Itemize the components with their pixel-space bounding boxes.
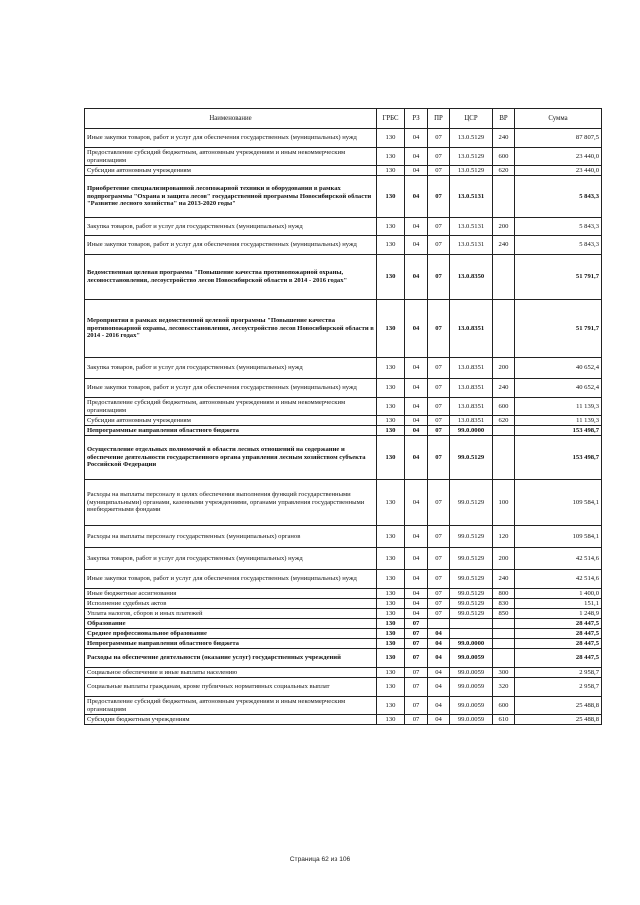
table-row <box>85 176 602 218</box>
cell-rz: 04 <box>405 570 428 589</box>
cell-name: Ведомственная целевая программа "Повышение качества противопожарной охраны, лесовосстановления, лесоустройство лесов Новосибирской области в 2014 - 2016 годах" <box>85 255 377 300</box>
cell-pr: 04 <box>428 649 450 668</box>
cell-name: Исполнение судебных актов <box>85 599 377 609</box>
cell-vr <box>493 300 515 358</box>
cell-sum: 28 447,5 <box>515 649 602 668</box>
cell-csr: 13.0.8351 <box>450 300 493 358</box>
cell-csr: 13.0.8351 <box>450 358 493 379</box>
cell-grbs: 130 <box>377 379 405 398</box>
cell-vr <box>493 426 515 436</box>
cell-pr: 07 <box>428 300 450 358</box>
header-vr: ВР <box>493 109 515 129</box>
cell-pr: 07 <box>428 379 450 398</box>
cell-csr: 99.0.5129 <box>450 570 493 589</box>
cell-pr: 07 <box>428 236 450 255</box>
table-row <box>85 398 602 416</box>
cell-csr: 13.0.8350 <box>450 255 493 300</box>
cell-rz: 04 <box>405 176 428 218</box>
cell-csr: 13.0.5131 <box>450 218 493 236</box>
cell-pr: 07 <box>428 255 450 300</box>
cell-csr: 99.0.5129 <box>450 599 493 609</box>
cell-name: Иные бюджетные ассигнования <box>85 589 377 599</box>
cell-name: Непрограммные направления областного бюджета <box>85 426 377 436</box>
cell-pr: 07 <box>428 148 450 166</box>
cell-vr: 200 <box>493 548 515 570</box>
cell-csr: 13.0.5131 <box>450 236 493 255</box>
cell-grbs: 130 <box>377 619 405 629</box>
table-row <box>85 255 602 300</box>
cell-name: Субсидии автономным учреждениям <box>85 416 377 426</box>
cell-vr <box>493 436 515 480</box>
cell-name: Расходы на выплаты персоналу государственных (муниципальных) органов <box>85 526 377 548</box>
cell-grbs: 130 <box>377 416 405 426</box>
cell-csr: 13.0.5129 <box>450 166 493 176</box>
table-row <box>85 570 602 589</box>
cell-rz: 04 <box>405 426 428 436</box>
table-row <box>85 678 602 697</box>
table-row <box>85 166 602 176</box>
cell-name: Закупка товаров, работ и услуг для государственных (муниципальных) нужд <box>85 358 377 379</box>
cell-pr: 04 <box>428 629 450 639</box>
cell-pr: 07 <box>428 570 450 589</box>
cell-grbs: 130 <box>377 609 405 619</box>
cell-csr: 13.0.5129 <box>450 129 493 148</box>
cell-sum: 40 652,4 <box>515 379 602 398</box>
table-row <box>85 526 602 548</box>
cell-csr: 99.0.0000 <box>450 426 493 436</box>
cell-sum: 5 843,3 <box>515 236 602 255</box>
cell-rz: 07 <box>405 715 428 725</box>
table-row <box>85 436 602 480</box>
cell-grbs: 130 <box>377 599 405 609</box>
cell-grbs: 130 <box>377 570 405 589</box>
cell-sum: 2 958,7 <box>515 678 602 697</box>
cell-pr: 07 <box>428 398 450 416</box>
cell-vr: 610 <box>493 715 515 725</box>
page-number: Страница 62 из 106 <box>289 856 351 863</box>
cell-sum: 11 139,3 <box>515 416 602 426</box>
cell-sum: 1 400,0 <box>515 589 602 599</box>
table-row <box>85 218 602 236</box>
cell-csr: 99.0.0000 <box>450 639 493 649</box>
cell-csr: 99.0.5129 <box>450 526 493 548</box>
cell-vr: 300 <box>493 668 515 678</box>
cell-name: Уплата налогов, сборов и иных платежей <box>85 609 377 619</box>
cell-rz: 04 <box>405 609 428 619</box>
cell-grbs: 130 <box>377 148 405 166</box>
table-row <box>85 148 602 166</box>
cell-pr: 07 <box>428 589 450 599</box>
cell-pr: 07 <box>428 526 450 548</box>
cell-vr: 830 <box>493 599 515 609</box>
header-name: Наименование <box>85 109 377 129</box>
table-row <box>85 715 602 725</box>
cell-rz: 07 <box>405 697 428 715</box>
cell-rz: 04 <box>405 358 428 379</box>
table-row <box>85 668 602 678</box>
cell-grbs: 130 <box>377 300 405 358</box>
cell-name: Закупка товаров, работ и услуг для государственных (муниципальных) нужд <box>85 218 377 236</box>
cell-rz: 07 <box>405 649 428 668</box>
cell-rz: 04 <box>405 589 428 599</box>
cell-grbs: 130 <box>377 526 405 548</box>
table-row <box>85 619 602 629</box>
table-row <box>85 416 602 426</box>
table-row <box>85 358 602 379</box>
table-row <box>85 599 602 609</box>
cell-grbs: 130 <box>377 176 405 218</box>
cell-vr: 240 <box>493 236 515 255</box>
cell-pr: 07 <box>428 358 450 379</box>
cell-vr <box>493 619 515 629</box>
cell-grbs: 130 <box>377 589 405 599</box>
cell-sum: 151,1 <box>515 599 602 609</box>
table-row <box>85 639 602 649</box>
cell-pr: 04 <box>428 639 450 649</box>
cell-rz: 04 <box>405 379 428 398</box>
cell-vr: 240 <box>493 570 515 589</box>
cell-vr: 800 <box>493 589 515 599</box>
cell-grbs: 130 <box>377 697 405 715</box>
cell-grbs: 130 <box>377 480 405 526</box>
cell-csr: 13.0.8351 <box>450 416 493 426</box>
cell-grbs: 130 <box>377 166 405 176</box>
cell-csr <box>450 629 493 639</box>
cell-csr <box>450 619 493 629</box>
cell-sum: 42 514,6 <box>515 570 602 589</box>
cell-sum: 25 488,8 <box>515 715 602 725</box>
cell-csr: 99.0.5129 <box>450 548 493 570</box>
table-row <box>85 426 602 436</box>
cell-rz: 07 <box>405 639 428 649</box>
cell-vr: 200 <box>493 218 515 236</box>
cell-name: Закупка товаров, работ и услуг для государственных (муниципальных) нужд <box>85 548 377 570</box>
cell-vr <box>493 255 515 300</box>
cell-rz: 07 <box>405 629 428 639</box>
cell-grbs: 130 <box>377 255 405 300</box>
cell-vr: 320 <box>493 678 515 697</box>
cell-rz: 04 <box>405 218 428 236</box>
cell-pr: 04 <box>428 697 450 715</box>
cell-sum: 2 958,7 <box>515 668 602 678</box>
cell-grbs: 130 <box>377 715 405 725</box>
cell-csr: 99.0.5129 <box>450 609 493 619</box>
cell-pr: 07 <box>428 218 450 236</box>
cell-pr: 07 <box>428 426 450 436</box>
cell-name: Мероприятия в рамках ведомственной целевой программы "Повышение качества противопожарной охраны, лесовосстановления, лесоустройство лесов Новосибирской области в 2014 - 2016 годах" <box>85 300 377 358</box>
cell-name: Иные закупки товаров, работ и услуг для обеспечения государственных (муниципальных) нужд <box>85 570 377 589</box>
cell-grbs: 130 <box>377 639 405 649</box>
cell-sum: 28 447,5 <box>515 639 602 649</box>
cell-name: Расходы на выплаты персоналу в целях обеспечения выполнения функций государственными (муниципальными) органами, казенными учреждениями, органами управления государственными внебюджетными фондами <box>85 480 377 526</box>
cell-vr: 620 <box>493 416 515 426</box>
cell-name: Приобретение специализированной лесопожарной техники и оборудования в рамках подпрограммы "Охрана и защита лесов" государственной программы Новосибирской области "Развитие лесного хозяйства" на 2013-2020 годы" <box>85 176 377 218</box>
cell-rz: 04 <box>405 236 428 255</box>
cell-sum: 42 514,6 <box>515 548 602 570</box>
cell-grbs: 130 <box>377 678 405 697</box>
cell-name: Субсидии автономным учреждениям <box>85 166 377 176</box>
table-row <box>85 480 602 526</box>
cell-rz: 04 <box>405 148 428 166</box>
cell-csr: 99.0.0059 <box>450 668 493 678</box>
cell-vr: 850 <box>493 609 515 619</box>
cell-grbs: 130 <box>377 668 405 678</box>
cell-csr: 99.0.0059 <box>450 697 493 715</box>
cell-csr: 99.0.5129 <box>450 589 493 599</box>
cell-name: Образование <box>85 619 377 629</box>
cell-sum: 153 498,7 <box>515 436 602 480</box>
cell-rz: 04 <box>405 255 428 300</box>
cell-pr: 07 <box>428 129 450 148</box>
cell-csr: 13.0.8351 <box>450 379 493 398</box>
table-row <box>85 129 602 148</box>
cell-pr: 07 <box>428 480 450 526</box>
cell-grbs: 130 <box>377 358 405 379</box>
cell-sum: 40 652,4 <box>515 358 602 379</box>
cell-vr: 100 <box>493 480 515 526</box>
cell-name: Среднее профессиональное образование <box>85 629 377 639</box>
cell-pr: 04 <box>428 668 450 678</box>
header-sum: Сумма <box>515 109 602 129</box>
header-rz: РЗ <box>405 109 428 129</box>
cell-pr: 04 <box>428 715 450 725</box>
budget-table <box>84 108 602 725</box>
cell-name: Иные закупки товаров, работ и услуг для обеспечения государственных (муниципальных) нужд <box>85 379 377 398</box>
cell-sum: 23 440,0 <box>515 148 602 166</box>
cell-rz: 04 <box>405 480 428 526</box>
cell-sum: 5 843,3 <box>515 176 602 218</box>
cell-name: Социальные выплаты гражданам, кроме публичных нормативных социальных выплат <box>85 678 377 697</box>
cell-grbs: 130 <box>377 398 405 416</box>
cell-pr: 07 <box>428 548 450 570</box>
cell-rz: 07 <box>405 619 428 629</box>
cell-vr: 240 <box>493 379 515 398</box>
cell-rz: 04 <box>405 599 428 609</box>
cell-csr: 99.0.5129 <box>450 480 493 526</box>
cell-name: Предоставление субсидий бюджетным, автономным учреждениям и иным некоммерческим организациям <box>85 697 377 715</box>
table-row <box>85 300 602 358</box>
cell-vr <box>493 639 515 649</box>
cell-grbs: 130 <box>377 649 405 668</box>
cell-rz: 07 <box>405 678 428 697</box>
cell-grbs: 130 <box>377 629 405 639</box>
cell-name: Непрограммные направления областного бюджета <box>85 639 377 649</box>
cell-csr: 13.0.5131 <box>450 176 493 218</box>
table-row <box>85 589 602 599</box>
cell-grbs: 130 <box>377 218 405 236</box>
cell-grbs: 130 <box>377 436 405 480</box>
cell-sum: 5 843,3 <box>515 218 602 236</box>
cell-sum: 11 139,3 <box>515 398 602 416</box>
cell-name: Субсидии бюджетным учреждениям <box>85 715 377 725</box>
cell-pr: 04 <box>428 678 450 697</box>
cell-pr: 07 <box>428 599 450 609</box>
cell-name: Расходы на обеспечение деятельности (оказание услуг) государственных учреждений <box>85 649 377 668</box>
cell-sum: 51 791,7 <box>515 300 602 358</box>
cell-rz: 04 <box>405 129 428 148</box>
cell-csr: 99.0.5129 <box>450 436 493 480</box>
header-csr: ЦСР <box>450 109 493 129</box>
table-row <box>85 649 602 668</box>
cell-vr: 620 <box>493 166 515 176</box>
cell-name: Осуществление отдельных полномочий в области лесных отношений на содержание и обеспечение деятельности государственного органа управления лесным хозяйством субъекта Российской Федерации <box>85 436 377 480</box>
cell-rz: 04 <box>405 526 428 548</box>
cell-name: Иные закупки товаров, работ и услуг для обеспечения государственных (муниципальных) нужд <box>85 236 377 255</box>
cell-pr: 07 <box>428 176 450 218</box>
cell-csr: 99.0.0059 <box>450 678 493 697</box>
cell-sum: 87 807,5 <box>515 129 602 148</box>
cell-sum: 28 447,5 <box>515 629 602 639</box>
cell-sum: 109 584,1 <box>515 526 602 548</box>
cell-vr <box>493 176 515 218</box>
cell-vr: 600 <box>493 697 515 715</box>
table-row <box>85 609 602 619</box>
cell-vr: 240 <box>493 129 515 148</box>
cell-vr: 120 <box>493 526 515 548</box>
cell-rz: 04 <box>405 166 428 176</box>
table-row <box>85 697 602 715</box>
header-pr: ПР <box>428 109 450 129</box>
cell-grbs: 130 <box>377 129 405 148</box>
cell-pr: 07 <box>428 609 450 619</box>
cell-pr: 07 <box>428 416 450 426</box>
table-header-row <box>85 109 602 129</box>
cell-rz: 04 <box>405 436 428 480</box>
cell-sum: 1 248,9 <box>515 609 602 619</box>
cell-sum: 153 498,7 <box>515 426 602 436</box>
cell-vr: 200 <box>493 358 515 379</box>
cell-csr: 99.0.0059 <box>450 649 493 668</box>
cell-sum: 109 584,1 <box>515 480 602 526</box>
cell-name: Предоставление субсидий бюджетным, автономным учреждениям и иным некоммерческим организациям <box>85 398 377 416</box>
cell-name: Предоставление субсидий бюджетным, автономным учреждениям и иным некоммерческим организациям <box>85 148 377 166</box>
cell-rz: 04 <box>405 416 428 426</box>
table-body <box>85 129 602 725</box>
cell-rz: 04 <box>405 548 428 570</box>
cell-grbs: 130 <box>377 548 405 570</box>
cell-vr <box>493 629 515 639</box>
header-grbs: ГРБС <box>377 109 405 129</box>
cell-sum: 23 440,0 <box>515 166 602 176</box>
cell-sum: 51 791,7 <box>515 255 602 300</box>
cell-vr: 600 <box>493 398 515 416</box>
table-row <box>85 629 602 639</box>
cell-pr: 07 <box>428 436 450 480</box>
cell-sum: 25 488,8 <box>515 697 602 715</box>
cell-grbs: 130 <box>377 426 405 436</box>
cell-rz: 07 <box>405 668 428 678</box>
cell-csr: 13.0.5129 <box>450 148 493 166</box>
cell-vr <box>493 649 515 668</box>
cell-vr: 600 <box>493 148 515 166</box>
cell-name: Социальное обеспечение и иные выплаты населению <box>85 668 377 678</box>
table-row <box>85 379 602 398</box>
table-row <box>85 548 602 570</box>
table-row <box>85 236 602 255</box>
cell-name: Иные закупки товаров, работ и услуг для обеспечения государственных (муниципальных) нужд <box>85 129 377 148</box>
cell-csr: 13.0.8351 <box>450 398 493 416</box>
cell-pr <box>428 619 450 629</box>
cell-sum: 28 447,5 <box>515 619 602 629</box>
cell-csr: 99.0.0059 <box>450 715 493 725</box>
cell-rz: 04 <box>405 300 428 358</box>
cell-pr: 07 <box>428 166 450 176</box>
cell-rz: 04 <box>405 398 428 416</box>
cell-grbs: 130 <box>377 236 405 255</box>
